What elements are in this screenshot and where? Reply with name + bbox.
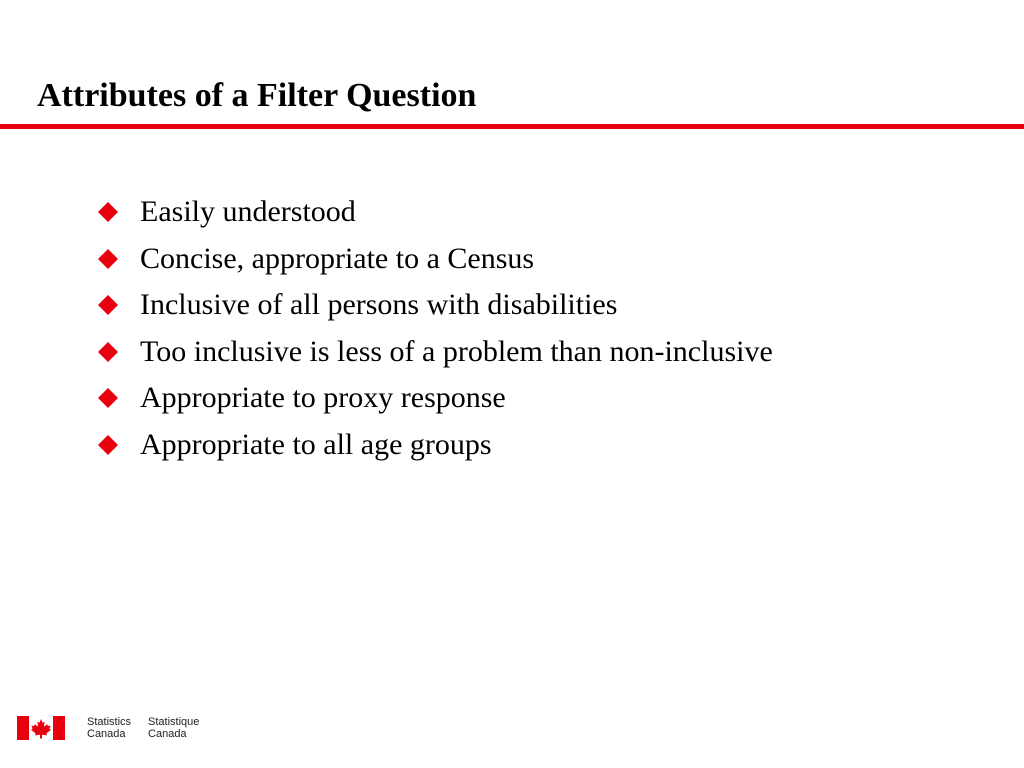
- agency-name-line: Statistique: [148, 716, 200, 728]
- agency-name-line: Canada: [87, 728, 126, 740]
- title-divider: [0, 124, 1024, 129]
- list-item: [96, 329, 773, 376]
- agency-name-line: Statistics: [87, 716, 132, 728]
- bullet-text: Inclusive of all persons with disabilities: [140, 288, 618, 322]
- diamond-bullet-icon: [96, 247, 120, 271]
- agency-name-french: [148, 716, 199, 740]
- list-item: [96, 282, 773, 329]
- slide-title: Attributes of a Filter Question: [37, 77, 477, 114]
- canada-flag-icon: [17, 716, 65, 740]
- list-item: [96, 375, 773, 422]
- diamond-bullet-icon: [96, 340, 120, 364]
- bullet-text: Appropriate to all age groups: [140, 427, 492, 461]
- bullet-text: Too inclusive is less of a problem than non-inclusive: [140, 334, 773, 368]
- bullet-text: Appropriate to proxy response: [140, 381, 506, 415]
- diamond-bullet-icon: [96, 293, 120, 317]
- agency-name-line: Canada: [148, 728, 187, 740]
- diamond-bullet-icon: [96, 386, 120, 410]
- diamond-bullet-icon: [96, 433, 120, 457]
- list-item: [96, 236, 773, 283]
- agency-names: [87, 716, 216, 740]
- bullet-text: Easily understood: [140, 195, 356, 229]
- statistics-canada-logo: [17, 716, 216, 740]
- bullet-text: Concise, appropriate to a Census: [140, 241, 535, 275]
- bullet-list: [96, 189, 773, 468]
- diamond-bullet-icon: [96, 200, 120, 224]
- list-item: [96, 189, 773, 236]
- agency-name-english: [87, 716, 131, 740]
- list-item: [96, 422, 773, 469]
